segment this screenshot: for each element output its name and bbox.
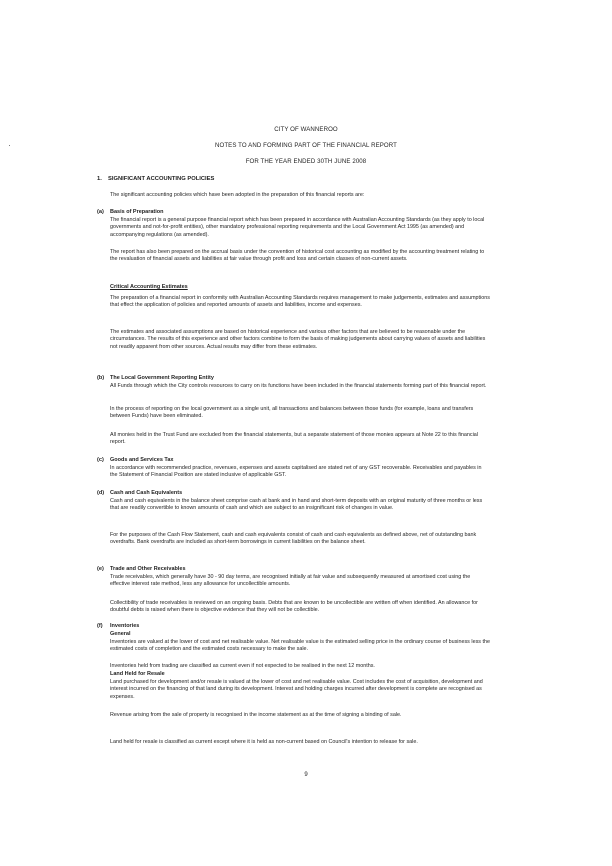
org-name: CITY OF WANNEROO	[274, 126, 338, 133]
item-d-label: (d)	[97, 490, 105, 496]
period-title: FOR THE YEAR ENDED 30TH JUNE 2008	[245, 158, 367, 165]
item-d-paragraph-1: Cash and cash equivalents in the balance sheet comprise cash at bank and in hand and short-term deposits with an original maturity of three months or less that are readily convertible to known amounts of cash and which are subject to an insignificant risk of changes in value.	[110, 498, 483, 512]
item-e-paragraph-2: Collectibility of trade receivables is reviewed on an ongoing basis. Debts that are known to be uncollectible are written off when identified. An allowance for doubtful debts is raised when there is objective evidence that they will not be collectible.	[110, 600, 478, 614]
item-f-paragraph-5: Land held for resale is classified as current except where it is held as non-current based on Council's intention to release for sale.	[110, 739, 418, 745]
item-c-heading: Goods and Services Tax	[110, 457, 174, 463]
item-a-paragraph-2: The report has also been prepared on the accrual basis under the convention of historical cost accounting as modified by the accounting treatment relating to the revaluation of financial assets and liabilities at fair value through profit and loss and certain classes of non-current assets.	[110, 249, 485, 263]
item-f-subheading-land: Land Held for Resale	[110, 671, 165, 677]
item-d-heading: Cash and Cash Equivalents	[110, 490, 183, 496]
section-intro: The significant accounting policies which have been adopted in the preparation of this financial reports are:	[110, 192, 365, 198]
item-a-paragraph-3: The preparation of a financial report in conformity with Australian Accounting Standards requires management to make judgements, estimates and assumptions that effect the application of policies and reported amounts of assets and liabilities, income and expenses.	[110, 295, 490, 309]
item-c-label: (c)	[97, 457, 104, 463]
item-f-paragraph-3: Land purchased for development and/or resale is valued at the lower of cost and net realisable value. Cost includes the cost of acquisition, development and interest incurred on the financing of that land during its development. Interest and holding charges incurred after development is complete are recognised as expenses.	[110, 679, 483, 700]
page-number: 9	[304, 772, 308, 778]
item-a-heading: Basis of Preparation	[110, 209, 164, 215]
item-b-heading: The Local Government Reporting Entity	[110, 375, 214, 381]
item-a-subheading: Critical Accounting Estimates	[110, 284, 188, 290]
item-f-heading: Inventories	[110, 623, 140, 629]
item-b-label: (b)	[97, 375, 105, 381]
scan-mark: ·	[8, 140, 11, 150]
item-e-label: (e)	[97, 566, 104, 572]
item-f-subheading-general: General	[110, 631, 131, 637]
item-b-paragraph-2: In the process of reporting on the local government as a single unit, all transactions and balances between those funds (for example, loans and transfers between Funds) have been eliminated.	[110, 406, 474, 420]
item-f-label: (f)	[97, 623, 103, 629]
item-a-label: (a)	[97, 209, 104, 215]
section-number: 1.	[97, 176, 102, 182]
item-a-paragraph-1: The financial report is a general purpose financial report which has been prepared in accordance with Australian Accounting Standards (as they apply to local governments and not-for-profit entities), other mandatory professional reporting requirements and the Local Government Act 1995 (as amended) and accompanying regulations (as amended).	[110, 217, 485, 238]
item-d-paragraph-2: For the purposes of the Cash Flow Statement, cash and cash equivalents consist of cash and cash equivalents as defined above, net of outstanding bank overdrafts. Bank overdrafts are included as short-term borrowings in current liabilities on the balance sheet.	[110, 532, 477, 546]
item-f-paragraph-2: Inventories held from trading are classified as current even if not expected to be realised in the next 12 months.	[110, 663, 375, 669]
item-e-heading: Trade and Other Receivables	[110, 566, 186, 572]
item-b-paragraph-1: All Funds through which the City controls resources to carry on its functions have been included in the financial statements forming part of this financial report.	[110, 383, 487, 389]
item-f-paragraph-1: Inventories are valued at the lower of cost and net realisable value. Net realisable value is the estimated selling price in the ordinary course of business less the estimated costs of completion and the estimated costs necessary to make the sale.	[110, 639, 490, 653]
section-title: SIGNIFICANT ACCOUNTING POLICIES	[108, 176, 215, 182]
item-a-paragraph-4: The estimates and associated assumptions are based on historical experience and various other factors that are believed to be reasonable under the circumstances. The results of this experience and other factors combine to form the basis of making judgements about carrying values of assets and liabilities not readily apparent from other sources. Actual results may differ from these estimates.	[110, 329, 486, 350]
item-c-paragraph-1: In accordance with recommended practice, revenues, expenses and assets capitalised are stated net of any GST recoverable. Receivables and payables in the Statement of Financial Position are stated inclusive of applicable GST.	[110, 465, 482, 479]
item-e-paragraph-1: Trade receivables, which generally have 30 - 90 day terms, are recognised initially at fair value and subsequently measured at amortised cost using the effective interest rate method, less any allowance for uncollectible amounts.	[110, 574, 471, 588]
item-f-paragraph-4: Revenue arising from the sale of property is recognised in the income statement as at the time of signing a binding of sale.	[110, 712, 402, 718]
item-b-paragraph-3: All monies held in the Trust Fund are excluded from the financial statements, but a separate statement of those monies appears at Note 22 to this financial report.	[110, 432, 478, 446]
notes-title: NOTES TO AND FORMING PART OF THE FINANCIAL REPORT	[215, 142, 397, 149]
